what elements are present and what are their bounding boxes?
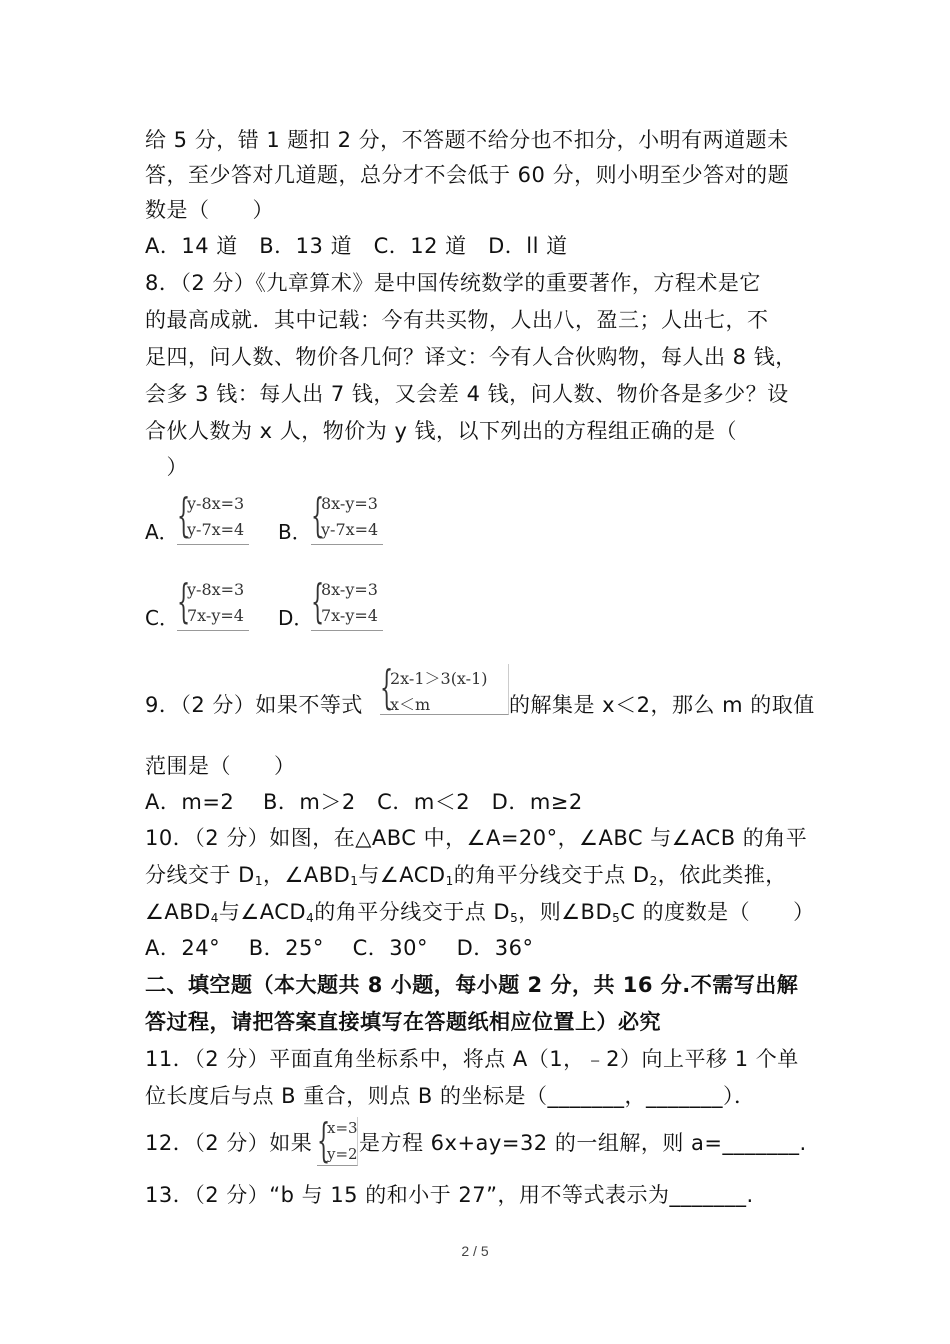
q13-text: 13．（2 分）“b 与 15 的和小于 27”，用不等式表示为_______. bbox=[145, 1183, 754, 1207]
equation-1: y-8x=3 bbox=[187, 494, 245, 513]
option-label: B． bbox=[278, 520, 312, 544]
q7-text-line-3: 数是（ ） bbox=[145, 198, 274, 222]
section-2-heading-line-1: 二、填空题（本大题共 8 小题，每小题 2 分，共 16 分.不需写出解 bbox=[145, 973, 799, 997]
equation-2: 7x-y=4 bbox=[187, 606, 244, 625]
inequality-1: 2x-1＞3(x-1) bbox=[390, 669, 488, 688]
brace-symbol: { bbox=[380, 660, 394, 714]
q10-l2-a-sub: 1 bbox=[254, 874, 263, 888]
equation-system bbox=[177, 488, 249, 545]
q8-text-line-2: 的最高成就．其中记载：今有共买物，人出八，盈三；人出七，不 bbox=[145, 308, 769, 332]
page-number: 2 / 5 bbox=[461, 1243, 489, 1259]
q9-text-prefix: 9．（2 分）如果不等式 bbox=[145, 693, 363, 717]
q10-text-line-3 bbox=[145, 897, 815, 933]
equation-2: y=2 bbox=[327, 1145, 358, 1163]
q12-text-suffix: 是方程 6x+ay=32 的一组解，则 a=_______. bbox=[359, 1131, 807, 1155]
q10-l2-b: ，∠ABD bbox=[263, 863, 351, 887]
q10-l3-b: 与∠ACD bbox=[218, 900, 307, 924]
q10-options: A．24° B．25° C．30° D．36° bbox=[145, 936, 534, 960]
q10-l2-e: ，依此类推， bbox=[657, 863, 787, 887]
q9-text-line-2: 范围是（ ） bbox=[145, 754, 296, 778]
q10-l2-c: 与∠ACD bbox=[358, 863, 446, 887]
equation-1: 8x-y=3 bbox=[321, 580, 378, 599]
q10-l2-d: 的角平分线交于点 D bbox=[453, 863, 650, 887]
q11-text-line-1: 11．（2 分）平面直角坐标系中，将点 A（1，﹣2）向上平移 1 个单 bbox=[145, 1047, 799, 1071]
equation-system bbox=[177, 574, 249, 631]
section-2-heading-line-2: 答过程，请把答案直接填写在答题纸相应位置上）必究 bbox=[145, 1010, 661, 1034]
inequality-2: x＜m bbox=[390, 695, 431, 714]
equation-system bbox=[311, 574, 383, 631]
q10-l3-a: ∠ABD bbox=[145, 900, 211, 924]
q10-l2-c-sub: 1 bbox=[445, 874, 454, 888]
q8-option-b bbox=[278, 488, 408, 552]
equation-system bbox=[311, 488, 383, 545]
q8-option-a bbox=[145, 488, 275, 552]
q10-l3-d-sub: 5 bbox=[612, 911, 621, 925]
q9-text-suffix: 的解集是 x＜2，那么 m 的取值 bbox=[509, 693, 815, 717]
q8-text-line-1: 8．（2 分）《九章算术》是中国传统数学的重要著作，方程术是它 bbox=[145, 271, 761, 295]
equation-1: x=3 bbox=[327, 1119, 358, 1137]
q10-l3-a-sub: 4 bbox=[210, 911, 219, 925]
q9-options: A．m=2 B．m＞2 C．m＜2 D．m≥2 bbox=[145, 790, 583, 814]
q9-inequality-system bbox=[380, 660, 509, 715]
q10-l3-b-sub: 4 bbox=[306, 911, 315, 925]
q11-text-line-2: 位长度后与点 B 重合，则点 B 的坐标是（_______，_______）． bbox=[145, 1084, 756, 1108]
option-label: A． bbox=[145, 520, 179, 544]
q7-text-line-2: 答，至少答对几道题，总分才不会低于 60 分，则小明至少答对的题 bbox=[145, 163, 790, 187]
equation-2: 7x-y=4 bbox=[321, 606, 378, 625]
q12-equation-system bbox=[317, 1113, 358, 1167]
equation-1: y-8x=3 bbox=[187, 580, 245, 599]
q8-option-c bbox=[145, 574, 275, 638]
equation-2: y-7x=4 bbox=[321, 520, 379, 539]
q8-option-d bbox=[278, 574, 408, 638]
q10-l2-a: 分线交于 D bbox=[145, 863, 255, 887]
q8-text-line-4: 会多 3 钱：每人出 7 钱，又会差 4 钱，问人数、物价各是多少？设 bbox=[145, 382, 789, 406]
q8-options-row-2 bbox=[145, 574, 545, 638]
brace-symbol: { bbox=[311, 574, 325, 628]
q8-text-line-3: 足四，问人数、物价各几何？译文：今有人合伙购物，每人出 8 钱， bbox=[145, 345, 797, 369]
q7-options: A．14 道 B．13 道 C．12 道 D．ll 道 bbox=[145, 234, 568, 258]
option-label: D． bbox=[278, 606, 314, 630]
q10-text-line-1: 10．（2 分）如图，在△ABC 中，∠A=20°，∠ABC 与∠ACB 的角平 bbox=[145, 826, 808, 850]
equation-1: 8x-y=3 bbox=[321, 494, 378, 513]
brace-symbol: { bbox=[311, 488, 325, 542]
q10-text-line-2 bbox=[145, 860, 787, 896]
equation-2: y-7x=4 bbox=[187, 520, 245, 539]
q10-l3-c-sub: 5 bbox=[510, 911, 519, 925]
q10-l3-e: C 的度数是（ ） bbox=[620, 900, 815, 924]
option-label: C． bbox=[145, 606, 179, 630]
brace-symbol: { bbox=[317, 1113, 331, 1167]
brace-symbol: { bbox=[177, 488, 191, 542]
q8-text-line-6: ） bbox=[145, 455, 188, 479]
q10-l2-d-sub: 2 bbox=[649, 874, 658, 888]
q7-text-line-1: 给 5 分，错 1 题扣 2 分，不答题不给分也不扣分，小明有两道题未 bbox=[145, 128, 789, 152]
brace-symbol: { bbox=[177, 574, 191, 628]
q8-options-row-1 bbox=[145, 488, 545, 552]
q10-l3-d: ，则∠BD bbox=[518, 900, 613, 924]
q10-l3-c: 的角平分线交于点 D bbox=[314, 900, 511, 924]
q12-text-prefix: 12．（2 分）如果 bbox=[145, 1131, 313, 1155]
q8-text-line-5: 合伙人数为 x 人，物价为 y 钱，以下列出的方程组正确的是（ bbox=[145, 419, 738, 443]
q10-l2-b-sub: 1 bbox=[350, 874, 359, 888]
